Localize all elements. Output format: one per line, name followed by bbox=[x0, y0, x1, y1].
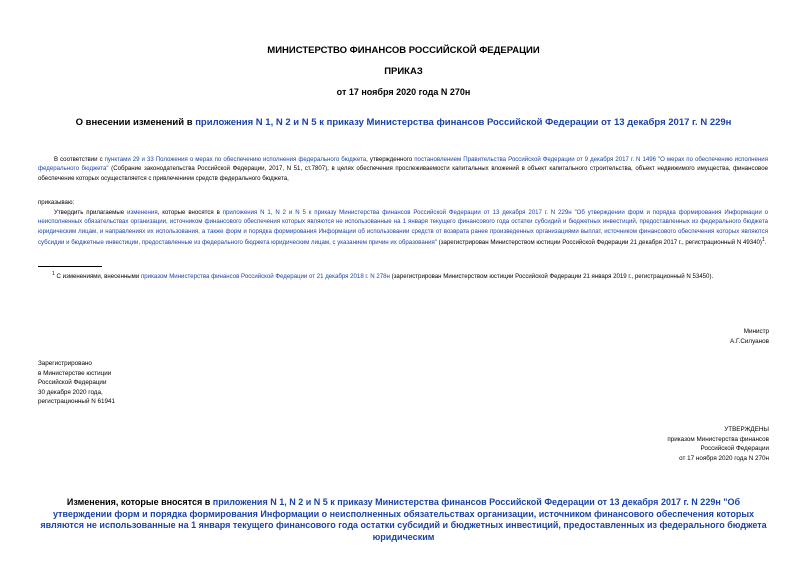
footnote-text-1: С изменениями, внесенными bbox=[54, 273, 141, 281]
government-decree-link[interactable]: постановлением Правительства Российской Федерации от 9 декабря 2017 г. N 1496 "О мерах по обеспечению исполнения федерального бюджета" bbox=[38, 156, 769, 173]
footnote-divider bbox=[38, 266, 102, 267]
order-date: от 17 ноября 2020 года N 270н bbox=[336, 87, 471, 97]
changes-link[interactable]: изменения bbox=[127, 209, 158, 216]
approve-text-1: Утвердить прилагаемые bbox=[54, 209, 128, 216]
changes-title-prefix: Изменения, которые вносятся в bbox=[66, 497, 213, 507]
order-278n-link[interactable]: приказом Министерства финансов Российской Федерации от 21 декабря 2018 г. N 278н bbox=[140, 273, 390, 281]
approval-block bbox=[667, 425, 769, 463]
approval-line: от 17 ноября 2020 года N 270н bbox=[679, 454, 769, 462]
approve-text-3: (зарегистрирован Министерством юстиции Российской Федерации 21 декабря 2017 г., регистрационный N 49340) bbox=[436, 239, 762, 247]
signature-block bbox=[730, 327, 769, 346]
registration-line: регистрационный N 61941 bbox=[38, 398, 116, 406]
approve-paragraph bbox=[38, 208, 768, 248]
signature-name: А.Г.Силуанов bbox=[730, 337, 769, 345]
footnote-text-2: (зарегистрирован Министерством юстиции Российской Федерации 21 января 2019 г., регистрационный N 53450). bbox=[389, 273, 714, 281]
changes-title-link[interactable]: приложения N 1, N 2 и N 5 к приказу Министерства финансов Российской Федерации от 13 декабря 2017 г. N 229н "Об утверждении форм и порядка формирования Информации о неисполненных обязательствах организации, источником финансового обеспечения которых являются не использованные на 1 января текущего финансового года остатки субсидий и бюджетных инвестиций, предоставленных из федерального бюджета юридическим bbox=[40, 497, 767, 542]
signature-position: Министр bbox=[743, 328, 769, 335]
order-directive: приказываю: bbox=[38, 199, 75, 206]
preamble-text-2: , утвержденного bbox=[366, 156, 415, 163]
order-heading: ПРИКАЗ bbox=[384, 66, 423, 77]
order-229n-link[interactable]: приложения N 1, N 2 и N 5 к приказу Министерства финансов Российской Федерации от 13 декабря 2017 г. N 229н "Об утверждении форм и порядка формирования Информации о неисполненных обязательствах организации, источником финансового обеспечения которых являются не использованные на 1 января текущего финансового года остатки субсидий и бюджетных инвестиций, предоставленных из федерального бюджета юридическим лицам, и направлениях их использования, а также форм и порядка формирования Информации об использовании средств от возврата ранее произведенных организациями выплат, источником финансового обеспечения которых являются субсидии и бюджетные инвестиции, предоставленные из федерального бюджета юридическим лицам, с указанием причин их образования" bbox=[38, 209, 768, 247]
approval-line: УТВЕРЖДЕНЫ bbox=[724, 426, 769, 433]
changes-title bbox=[38, 497, 769, 543]
order-title-link[interactable]: приложения N 1, N 2 и N 5 к приказу Министерства финансов Российской Федерации от 13 декабря 2017 г. N 229н bbox=[195, 117, 732, 128]
registration-block bbox=[38, 359, 115, 407]
preamble-paragraph bbox=[38, 155, 768, 183]
footnote bbox=[38, 270, 768, 281]
footnote-number: 1 bbox=[52, 271, 55, 277]
registration-line: 30 декабря 2020 года, bbox=[38, 388, 103, 396]
ministry-heading: МИНИСТЕРСТВО ФИНАНСОВ РОССИЙСКОЙ ФЕДЕРАЦИИ bbox=[267, 45, 540, 56]
footnote-marker[interactable]: 1 bbox=[761, 237, 765, 244]
preamble-text-3: (Собрание законодательства Российской Федерации, 2017, N 51, ст.7807), в целях обеспечения прослеживаемости капитальных вложений в объект капитального строительства, объект недвижимого имущества, финансовое обеспечение которых осуществляется с привлечением средств федерального бюджета, bbox=[38, 165, 768, 182]
registration-line: Российской Федерации bbox=[38, 379, 107, 387]
regulation-points-link[interactable]: пунктами 29 и 33 Положения о мерах по обеспечению исполнения федерального бюджета bbox=[104, 156, 367, 163]
registration-line: Зарегистрировано bbox=[38, 360, 92, 367]
approval-line: Российской Федерации bbox=[700, 445, 769, 453]
approval-line: приказом Министерства финансов bbox=[667, 435, 769, 443]
preamble-text-1: В соответствии с bbox=[54, 156, 105, 163]
order-title bbox=[0, 117, 807, 128]
order-title-prefix: О внесении изменений в bbox=[75, 117, 196, 128]
approve-text-4: . bbox=[764, 239, 767, 247]
approve-text-2: , которые вносятся в bbox=[157, 209, 223, 216]
registration-line: в Министерстве юстиции bbox=[38, 369, 112, 377]
